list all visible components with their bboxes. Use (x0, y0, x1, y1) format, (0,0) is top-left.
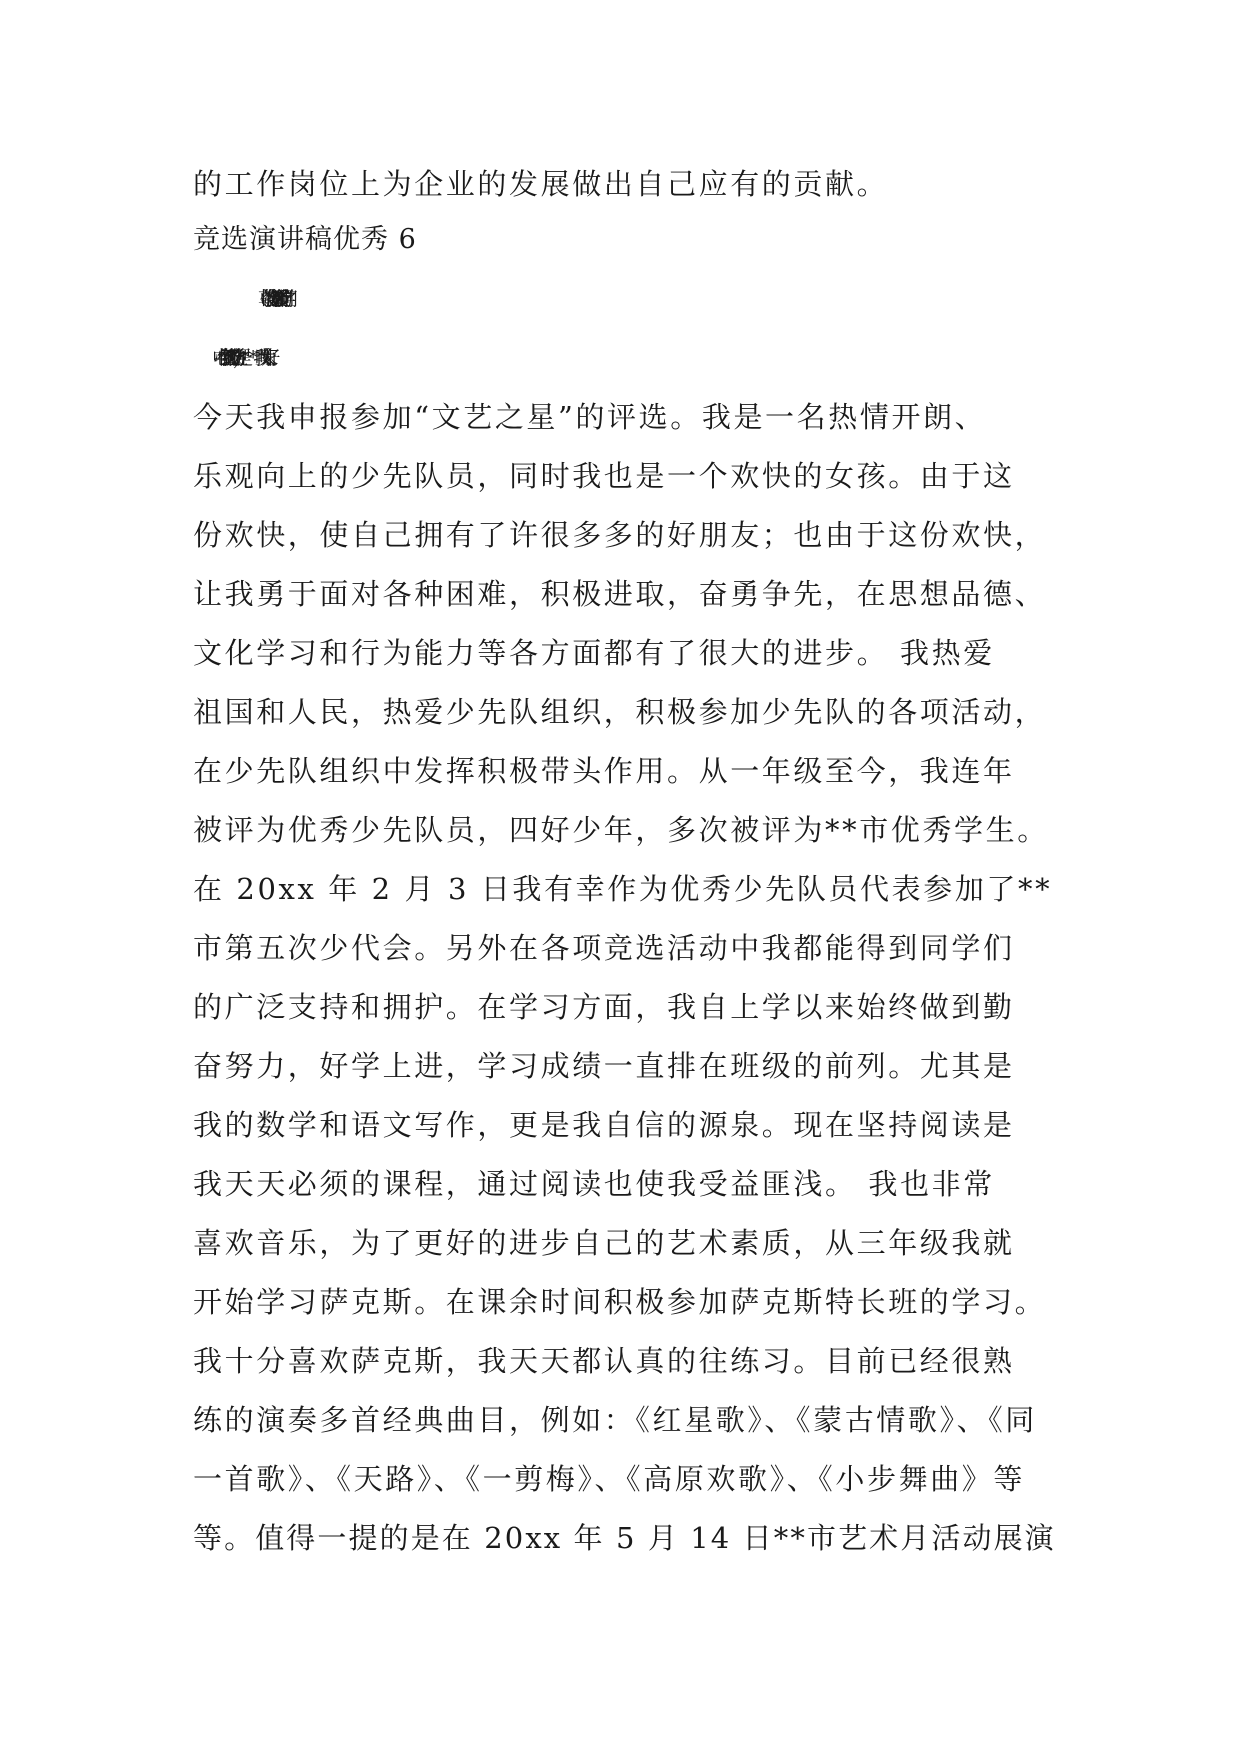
text-line: 奋努力，好学上进，学习成绩一直排在班级的前列。尤其是 (193, 1049, 1015, 1083)
text-line: 的广泛支持和拥护。在学习方面，我自上学以来始终做到勤 (193, 990, 1015, 1024)
text-line: 喜欢音乐，为了更好的进步自己的艺术素质，从三年级我就 (193, 1226, 1015, 1260)
text-line: 我的数学和语文写作，更是我自信的源泉。现在坚持阅读是 (193, 1108, 1015, 1142)
text-line: 一首歌》、《天路》、《一剪梅》、《高原欢歌》、《小步舞曲》等 (193, 1462, 1026, 1496)
text-line: 在 20xx 年 2 月 3 日我有幸作为优秀少先队员代表参加了** (193, 872, 1053, 906)
text-line: 文化学习和行为能力等各方面都有了很大的进步。 我热爱 (193, 636, 995, 670)
text-line: 练的演奏多首经典曲目，例如：《红星歌》、《蒙古情歌》、《同 (193, 1403, 1037, 1437)
text-line: 份欢快，使自己拥有了许很多多的好朋友；也由于这份欢快， (193, 518, 1047, 552)
text-line (258, 340, 1118, 376)
text-line: 开始学习萨克斯。在课余时间积极参加萨克斯特长班的学习。 (193, 1285, 1047, 1319)
text-line: 被评为优秀少先队员，四好少年，多次被评为**市优秀学生。 (193, 813, 1049, 847)
text-line: 让我勇于面对各种困难，积极进取，奋勇争先，在思想品德、 (193, 577, 1047, 611)
text-line: 祖国和人民，热爱少先队组织，积极参加少先队的各项活动， (193, 695, 1047, 729)
text-line: 市第五次少代会。另外在各项竞选活动中我都能得到同学们 (193, 931, 1015, 965)
text-line: 我十分喜欢萨克斯，我天天都认真的往练习。目前已经很熟 (193, 1344, 1015, 1378)
text-line: 我天天必须的课程，通过阅读也使我受益匪浅。 我也非常 (193, 1167, 995, 1201)
text-line: 乐观向上的少先队员，同时我也是一个欢快的女孩。由于这 (193, 459, 1015, 493)
section-heading: 竞选演讲稿优秀 6 (193, 224, 417, 255)
text-line: 等。值得一提的是在 20xx 年 5 月 14 日**市艺术月活动展演 (193, 1521, 1056, 1555)
text-line: 在少先队组织中发挥积极带头作用。从一年级至今，我连年 (193, 754, 1015, 788)
text-line: 今天我申报参加“文艺之星”的评选。我是一名热情开朗、 (193, 400, 987, 434)
text-line: 的工作岗位上为企业的发展做出自己应有的贡献。 (193, 167, 889, 201)
salutation: 尊敬的各位老师、亲爱的同学们： (258, 288, 283, 310)
